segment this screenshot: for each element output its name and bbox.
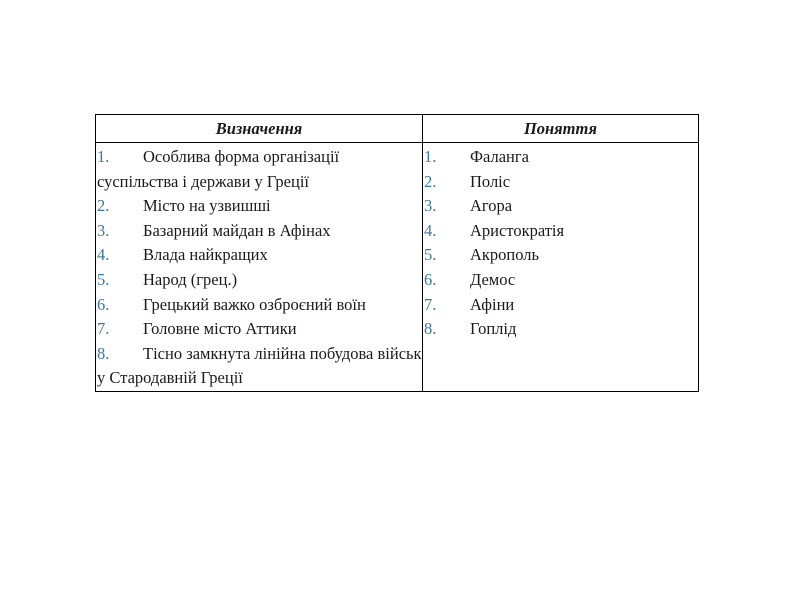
definition-text: Народ (грец.) xyxy=(143,269,238,289)
concept-text: Фаланга xyxy=(470,147,529,166)
concept-item xyxy=(424,170,698,195)
definitions-cell xyxy=(96,143,423,392)
definition-text: Місто на узвишші xyxy=(143,196,271,216)
definition-text: Влада найкращих xyxy=(143,245,268,265)
concept-text: Поліс xyxy=(470,171,511,191)
content-row xyxy=(96,143,699,392)
definition-number: 1. xyxy=(97,147,110,166)
definition-text: Головне місто Аттики xyxy=(143,319,297,339)
definition-text: Грецький важко озброєний воїн xyxy=(143,294,366,314)
header-concepts: Поняття xyxy=(423,115,699,143)
definition-number: 2. xyxy=(97,196,110,216)
definition-text: Особлива форма організації суспільства і держави у Греції xyxy=(97,147,340,191)
concept-item xyxy=(424,268,698,293)
definition-number: 5. xyxy=(97,269,110,289)
concept-number: 1. xyxy=(424,147,437,166)
concept-item xyxy=(424,293,698,318)
concept-number: 4. xyxy=(424,220,437,240)
concept-number: 3. xyxy=(424,196,437,216)
definition-item xyxy=(97,145,422,194)
concept-number: 2. xyxy=(424,171,437,191)
definition-number: 6. xyxy=(97,294,110,314)
definition-item xyxy=(97,342,422,391)
concept-item xyxy=(424,219,698,244)
definition-number: 4. xyxy=(97,245,110,265)
concept-number: 8. xyxy=(424,319,437,339)
concept-item xyxy=(424,145,698,170)
concept-item xyxy=(424,243,698,268)
concept-item xyxy=(424,317,698,342)
definition-item xyxy=(97,219,422,244)
matching-table xyxy=(95,114,699,392)
header-definitions: Визначення xyxy=(96,115,423,143)
definition-number: 3. xyxy=(97,220,110,240)
concept-number: 5. xyxy=(424,245,437,265)
definitions-list xyxy=(97,145,422,391)
concept-number: 7. xyxy=(424,294,437,314)
concept-number: 6. xyxy=(424,269,437,289)
header-row xyxy=(96,115,699,143)
definition-item xyxy=(97,268,422,293)
concept-text: Демос xyxy=(470,269,516,289)
concept-text: Афіни xyxy=(470,294,515,314)
concept-text: Аристократія xyxy=(470,220,565,240)
definition-item xyxy=(97,317,422,342)
concepts-cell xyxy=(423,143,699,392)
concept-text: Гоплід xyxy=(470,319,517,339)
concept-text: Акрополь xyxy=(470,245,540,265)
definition-item xyxy=(97,243,422,268)
definition-number: 8. xyxy=(97,343,110,363)
concept-text: Агора xyxy=(470,196,513,216)
definition-text: Тісно замкнута лінійна побудова військ у Стародавній Греції xyxy=(97,343,422,388)
definition-item xyxy=(97,194,422,219)
definition-number: 7. xyxy=(97,319,110,339)
concept-item xyxy=(424,194,698,219)
concepts-list xyxy=(424,145,698,342)
definition-text: Базарний майдан в Афінах xyxy=(143,220,331,240)
definition-item xyxy=(97,293,422,318)
